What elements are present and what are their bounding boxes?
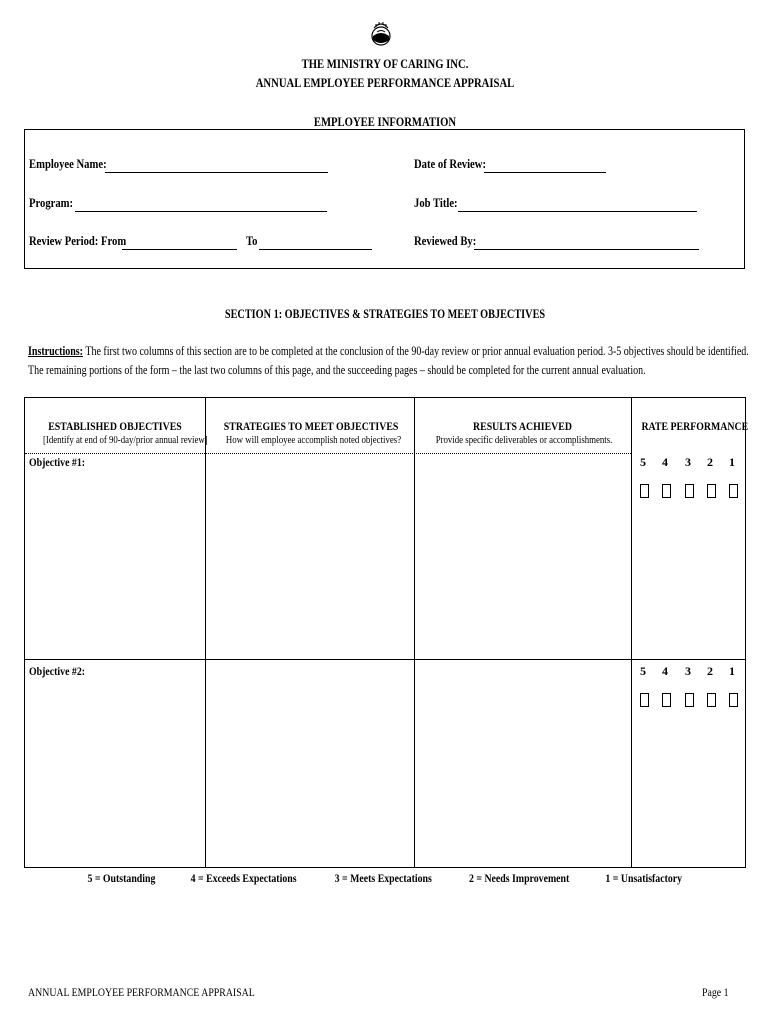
rating-value: 1 bbox=[729, 664, 735, 678]
rating-value: 4 bbox=[662, 664, 668, 678]
column-header-rate-performance bbox=[631, 419, 747, 434]
section1-title: SECTION 1: OBJECTIVES & STRATEGIES TO MEET OBJECTIVES bbox=[224, 307, 546, 321]
objective-2-label: Objective #2: bbox=[29, 664, 86, 678]
employee-name-label: Employee Name: bbox=[29, 157, 107, 171]
review-period-from-field[interactable] bbox=[122, 235, 237, 250]
rating-legend bbox=[0, 871, 770, 886]
form-title-container bbox=[0, 75, 770, 91]
objective-1-label: Objective #1: bbox=[29, 455, 86, 469]
rating-checkbox-3[interactable] bbox=[685, 693, 694, 707]
rating-value: 4 bbox=[662, 455, 668, 469]
rating-checkbox-5[interactable] bbox=[640, 484, 649, 498]
rating-checkbox-4[interactable] bbox=[662, 693, 671, 707]
row-divider bbox=[25, 659, 745, 660]
rating-value: 2 bbox=[707, 455, 713, 469]
column-header-strategies bbox=[205, 419, 414, 446]
rating-value: 3 bbox=[685, 664, 691, 678]
rating-checkbox-5[interactable] bbox=[640, 693, 649, 707]
rating-value: 1 bbox=[729, 455, 735, 469]
instructions-line2: The remaining portions of the form – the last two columns of this page, and the succeeding pages – should be completed for the current annual evaluation. bbox=[28, 363, 646, 377]
rating-value: 2 bbox=[707, 664, 713, 678]
legend-item: 5 = Outstanding bbox=[87, 871, 156, 885]
date-of-review-field[interactable] bbox=[484, 158, 606, 173]
rating-value: 3 bbox=[685, 455, 691, 469]
instructions-label: Instructions: bbox=[28, 344, 84, 358]
rating-checkbox-1[interactable] bbox=[729, 693, 738, 707]
column-subheading: [Identify at end of 90-day/prior annual review] bbox=[43, 434, 208, 446]
rating-checkbox-3[interactable] bbox=[685, 484, 694, 498]
employee-name-field[interactable] bbox=[105, 158, 328, 173]
column-header-objectives bbox=[25, 419, 208, 446]
column-header-results bbox=[414, 419, 631, 446]
column-divider bbox=[414, 398, 415, 867]
instructions-text1: The first two columns of this section are to be completed at the conclusion of the 90-day review or prior annual evaluation period. 3-5 objectives should be identified. bbox=[83, 344, 749, 358]
rating-checkbox-4[interactable] bbox=[662, 484, 671, 498]
reviewed-by-field[interactable] bbox=[474, 235, 699, 250]
objectives-table bbox=[24, 397, 749, 868]
program-label: Program: bbox=[29, 196, 74, 210]
legend-item: 2 = Needs Improvement bbox=[469, 871, 570, 885]
column-subheading: Provide specific deliverables or accomplishments. bbox=[435, 434, 613, 446]
org-name: THE MINISTRY OF CARING INC. bbox=[301, 56, 469, 71]
legend-item: 4 = Exceeds Expectations bbox=[190, 871, 297, 885]
employee-info-title-container bbox=[0, 114, 770, 130]
column-heading: RESULTS ACHIEVED bbox=[473, 419, 572, 433]
section1-title-container bbox=[0, 307, 770, 322]
column-subheading: How will employee accomplish noted objectives? bbox=[225, 434, 402, 446]
rating-checkbox-1[interactable] bbox=[729, 484, 738, 498]
column-divider bbox=[631, 398, 632, 867]
footer-title: ANNUAL EMPLOYEE PERFORMANCE APPRAISAL bbox=[28, 985, 255, 999]
job-title-label: Job Title: bbox=[414, 196, 458, 210]
column-heading: STRATEGIES TO MEET OBJECTIVES bbox=[223, 419, 399, 433]
review-period-to-label: To bbox=[246, 234, 258, 248]
date-of-review-label: Date of Review: bbox=[414, 157, 486, 171]
organization-logo bbox=[370, 18, 392, 48]
column-heading: ESTABLISHED OBJECTIVES bbox=[48, 419, 182, 433]
legend-item: 3 = Meets Expectations bbox=[334, 871, 432, 885]
page-number: Page 1 bbox=[702, 985, 729, 999]
reviewed-by-label: Reviewed By: bbox=[414, 234, 477, 248]
rating-value: 5 bbox=[640, 455, 646, 469]
column-heading: RATE PERFORMANCE bbox=[641, 419, 749, 433]
form-title: ANNUAL EMPLOYEE PERFORMANCE APPRAISAL bbox=[255, 75, 515, 90]
legend-item: 1 = Unsatisfactory bbox=[605, 871, 682, 885]
org-name-container bbox=[0, 56, 770, 72]
header-dotted-separator bbox=[25, 453, 631, 454]
program-field[interactable] bbox=[75, 197, 327, 212]
employee-info-title: EMPLOYEE INFORMATION bbox=[313, 114, 457, 129]
rating-checkbox-2[interactable] bbox=[707, 484, 716, 498]
job-title-field[interactable] bbox=[458, 197, 697, 212]
review-period-label: Review Period: From bbox=[29, 234, 127, 248]
review-period-to-field[interactable] bbox=[259, 235, 372, 250]
rating-checkbox-2[interactable] bbox=[707, 693, 716, 707]
instructions-line1 bbox=[28, 344, 749, 359]
column-divider bbox=[205, 398, 206, 867]
rating-value: 5 bbox=[640, 664, 646, 678]
